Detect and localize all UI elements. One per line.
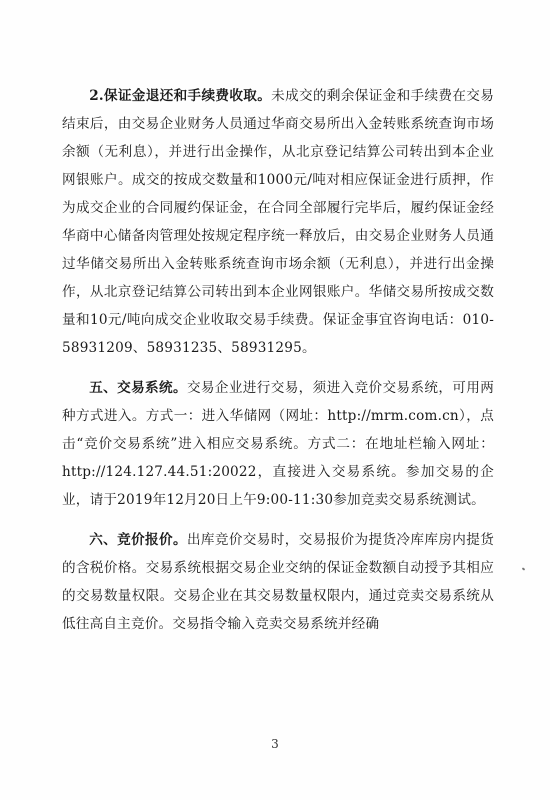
paragraph-heading: 2.保证金退还和手续费收取。: [89, 88, 272, 104]
paragraph-trading-system: [62, 374, 494, 514]
paragraph-deposit-refund: [62, 82, 494, 362]
paragraph-bidding-quote: [62, 526, 494, 638]
paragraph-text: 出库竞价交易时，交易报价为提货冷库库房内提货的含税价格。交易系统根据交易企业交纳的保证金数额自动授予其相应的交易数量权限。交易企业在其交易数量权限内，通过竞卖交易系统从低往高自主竞价。交易指令输入竞卖交易系统并经确: [62, 532, 494, 632]
paragraph-heading: 五、交易系统。: [89, 380, 187, 396]
paragraph-text: 未成交的剩余保证金和手续费在交易结束后，由交易企业财务人员通过华商交易所出入金转账系统查询市场余额（无利息），并进行出金操作，从北京登记结算公司转出到本企业网银账户。成交的按成交数量和1000元/吨对相应保证金进行质押，作为成交企业的合同履约保证金，在合同全部履行完毕后，履约保证金经华商中心储备肉管理处按规定程序统一释放后，由交易企业财务人员通过华储交易所出入金转账系统查询市场余额（无利息），并进行出金操作，从北京登记结算公司转出到本企业网银账户。华储交易所按成交数量和10元/吨向成交企业收取交易手续费。保证金事宜咨询电话：010-58931209、58931235、58931295。: [62, 88, 494, 356]
paragraph-heading: 六、竞价报价。: [89, 532, 187, 548]
page-number: 3: [271, 737, 279, 751]
scan-speck: [522, 567, 526, 570]
paragraph-text: 交易企业进行交易，须进入竞价交易系统，可用两种方式进入。方式一：进入华储网（网址：http://mrm.com.cn），点击“竞价交易系统”进入相应交易系统。方式二：在地址栏输入网址：http://124.127.44.51:20022，直接进入交易系统。参加交易的企业，请于2019年12月20日上午9:00-11:30参加竞卖交易系统测试。: [62, 380, 494, 508]
document-body: [62, 82, 494, 638]
